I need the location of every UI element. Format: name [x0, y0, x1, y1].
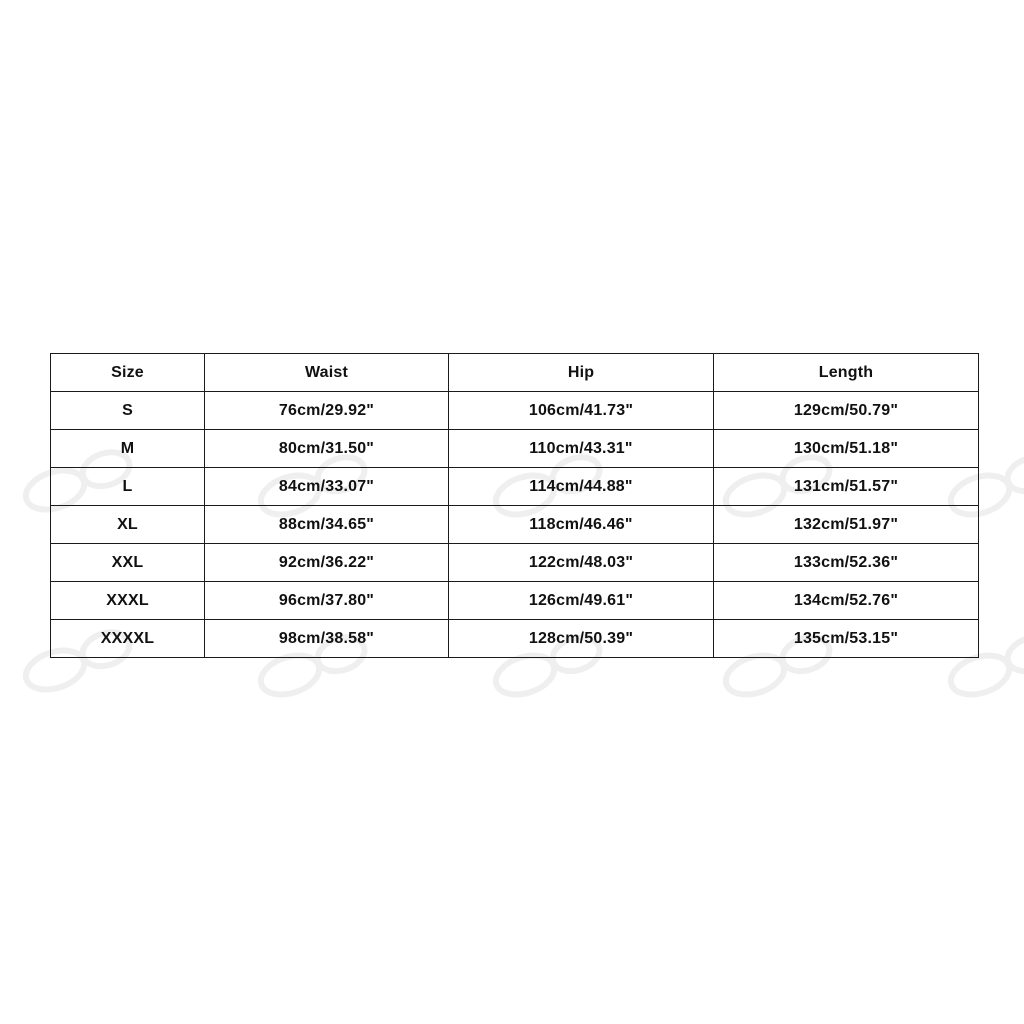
length-cell: 134cm/52.76" — [714, 582, 979, 620]
hip-cell: 122cm/48.03" — [449, 544, 714, 582]
table-row — [51, 392, 979, 430]
table-row — [51, 620, 979, 658]
size-cell: S — [51, 392, 205, 430]
size-cell: XXXL — [51, 582, 205, 620]
hip-cell: 126cm/49.61" — [449, 582, 714, 620]
length-cell: 133cm/52.36" — [714, 544, 979, 582]
table-row — [51, 582, 979, 620]
table-header-row — [51, 354, 979, 392]
size-cell: XXXXL — [51, 620, 205, 658]
size-cell: L — [51, 468, 205, 506]
table-row — [51, 430, 979, 468]
table-row — [51, 544, 979, 582]
hip-cell: 118cm/46.46" — [449, 506, 714, 544]
waist-cell: 80cm/31.50" — [205, 430, 449, 468]
table-row — [51, 506, 979, 544]
waist-cell: 96cm/37.80" — [205, 582, 449, 620]
size-cell: M — [51, 430, 205, 468]
waist-cell: 98cm/38.58" — [205, 620, 449, 658]
length-cell: 132cm/51.97" — [714, 506, 979, 544]
hip-cell: 110cm/43.31" — [449, 430, 714, 468]
size-cell: XXL — [51, 544, 205, 582]
hip-cell: 106cm/41.73" — [449, 392, 714, 430]
hip-cell: 128cm/50.39" — [449, 620, 714, 658]
column-header-hip: Hip — [449, 354, 714, 392]
waist-cell: 76cm/29.92" — [205, 392, 449, 430]
column-header-waist: Waist — [205, 354, 449, 392]
length-cell: 135cm/53.15" — [714, 620, 979, 658]
length-cell: 131cm/51.57" — [714, 468, 979, 506]
size-cell: XL — [51, 506, 205, 544]
column-header-length: Length — [714, 354, 979, 392]
length-cell: 130cm/51.18" — [714, 430, 979, 468]
size-chart-table — [50, 353, 979, 658]
length-cell: 129cm/50.79" — [714, 392, 979, 430]
column-header-size: Size — [51, 354, 205, 392]
waist-cell: 92cm/36.22" — [205, 544, 449, 582]
waist-cell: 88cm/34.65" — [205, 506, 449, 544]
table-row — [51, 468, 979, 506]
waist-cell: 84cm/33.07" — [205, 468, 449, 506]
hip-cell: 114cm/44.88" — [449, 468, 714, 506]
